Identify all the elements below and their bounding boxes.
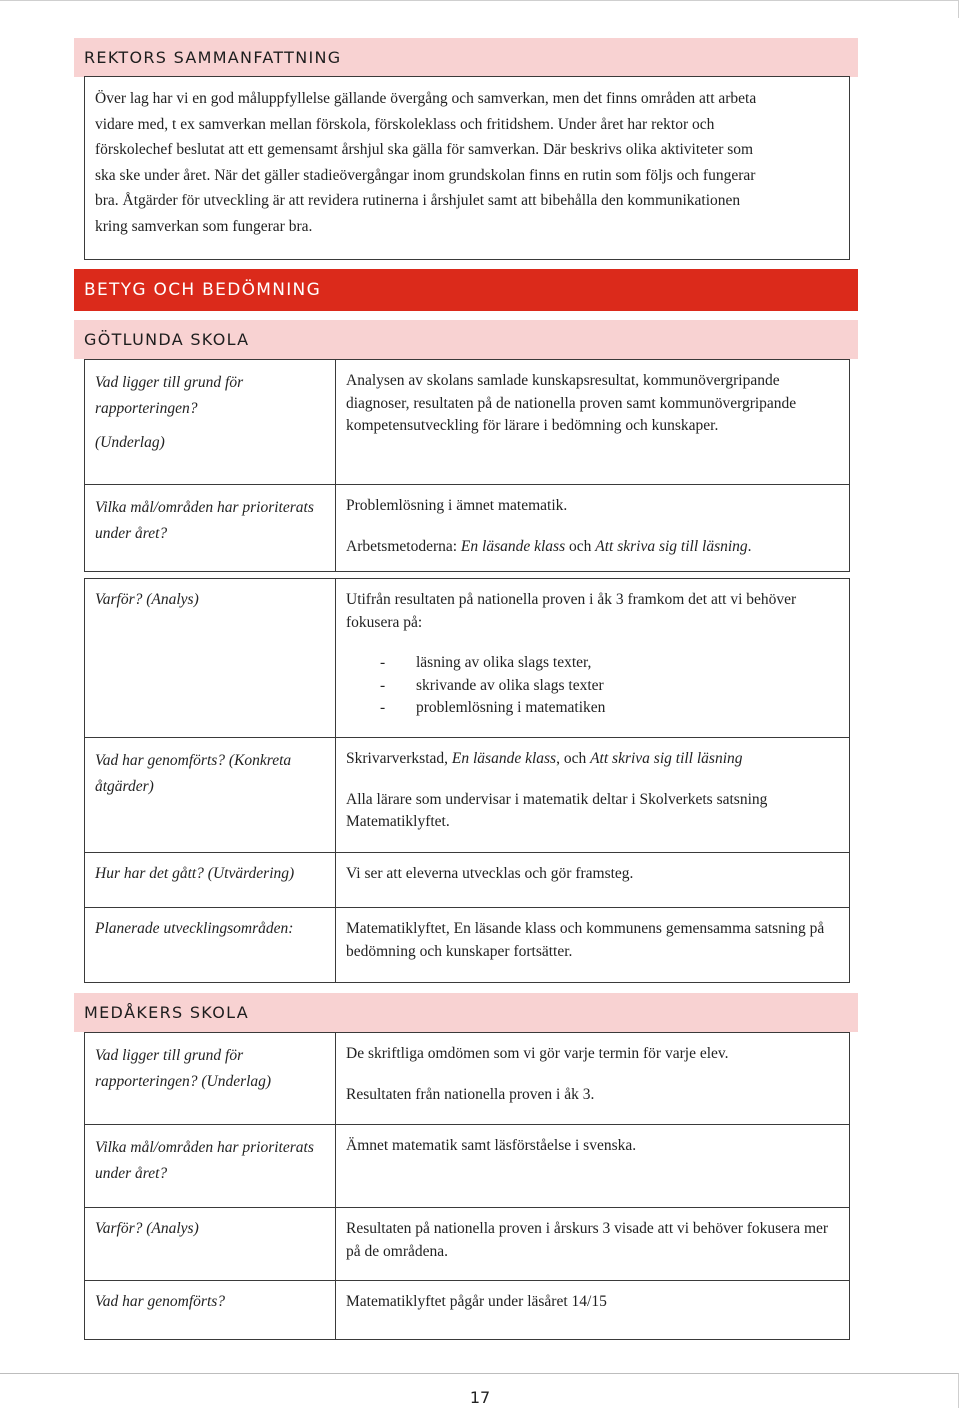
grades-heading: BETYG OCH BEDÖMNING	[84, 280, 322, 300]
grades-heading-band	[74, 269, 858, 311]
value-text: Matematiklyftet pågår under läsåret 14/15	[346, 1293, 607, 1310]
list-item-text: skrivande av olika slags texter	[416, 676, 604, 694]
text-run: .	[747, 537, 752, 555]
medakers-value-basis	[335, 1032, 850, 1125]
medakers-value-actions	[335, 1280, 850, 1340]
page-number: 17	[469, 1388, 491, 1407]
gotlunda-label-actions	[84, 737, 336, 853]
label-line: åtgärder)	[95, 778, 154, 795]
value-text	[346, 748, 839, 771]
label-line: under året?	[95, 1165, 168, 1182]
gotlunda-label-analysis	[84, 578, 336, 738]
gotlunda-value-actions	[335, 737, 850, 853]
dash-marker: -	[380, 654, 386, 671]
label-line: Varför? (Analys)	[95, 591, 199, 608]
label-line: Hur har det gått? (Utvärdering)	[95, 865, 295, 882]
value-text: Ämnet matematik samt läsförståelse i svenska.	[346, 1137, 637, 1154]
summary-heading-band	[74, 38, 858, 77]
medakers-label-actions	[84, 1280, 336, 1340]
gotlunda-heading: GÖTLUNDA SKOLA	[84, 330, 250, 349]
label-line: Vad ligger till grund för	[95, 1047, 244, 1064]
text-run-italic: En läsande klass	[460, 537, 566, 555]
text-run: , och	[556, 750, 591, 767]
value-text: Analysen av skolans samlade kunskapsresultat, kommunövergripande diagnoser, resultaten på de nationella proven samt kommunövergripande kompetensutveckling för lärare i bedömning och kunskaper.	[346, 372, 797, 434]
focus-list	[346, 652, 839, 720]
label-line: rapporteringen?	[95, 400, 198, 417]
summary-line: bra. Åtgärder för utveckling är att revidera rutinerna i årshjulet samt att bibehålla den kommunikationen	[95, 192, 741, 210]
gotlunda-label-evaluation	[84, 852, 336, 908]
gotlunda-value-analysis	[335, 578, 850, 738]
label-line: Vilka mål/områden har prioriterats	[95, 1139, 314, 1156]
gotlunda-label-planned	[84, 907, 336, 983]
page-top-border	[0, 0, 959, 18]
dash-marker: -	[380, 676, 386, 694]
value-text: Matematiklyftet, En läsande klass och kommunens gemensamma satsning på bedömning och kunskaper fortsätter.	[346, 920, 825, 960]
label-line: Planerade utvecklingsområden:	[95, 920, 294, 937]
gotlunda-value-basis	[335, 359, 850, 485]
value-text: Alla lärare som undervisar i matematik deltar i Skolverkets satsning Matematiklyftet.	[346, 790, 768, 830]
gotlunda-value-evaluation	[335, 852, 850, 908]
summary-line: vidare med, t ex samverkan mellan förskola, förskoleklass och fritidshem. Under året har rektor och	[95, 115, 715, 133]
value-text: Utifrån resultaten på nationella proven i åk 3 framkom det att vi behöver fokusera på:	[346, 591, 797, 631]
label-line: Vad har genomförts?	[95, 1293, 226, 1310]
text-run: och	[565, 537, 596, 555]
summary-line: Över lag har vi en god måluppfyllelse gällande övergång och samverkan, men det finns områden att arbeta	[95, 90, 757, 107]
label-line: under året?	[95, 525, 168, 542]
gotlunda-value-priorities	[335, 484, 850, 572]
summary-line: ska ske under året. När det gäller stadieövergångar inom grundskolan finns en rutin som följs och fungerar	[95, 166, 756, 184]
label-line: Vilka mål/områden har prioriterats	[95, 499, 314, 516]
gotlunda-label-basis	[84, 359, 336, 485]
label-line: Varför? (Analys)	[95, 1220, 199, 1237]
label-line: (Underlag)	[95, 434, 165, 451]
value-text: Resultaten på nationella proven i årskurs 3 visade att vi behöver fokusera mer på de områdena.	[346, 1220, 829, 1260]
summary-line: kring samverkan som fungerar bra.	[95, 217, 313, 235]
value-text: Resultaten från nationella proven i åk 3.	[346, 1085, 595, 1103]
medakers-heading-band	[74, 993, 858, 1032]
text-run-italic: Att skriva sig till läsning	[590, 750, 743, 767]
gotlunda-label-priorities	[84, 484, 336, 572]
gotlunda-heading-band	[74, 320, 858, 359]
medakers-label-basis	[84, 1032, 336, 1125]
text-run-italic: En läsande klass	[451, 750, 557, 767]
gotlunda-value-planned	[335, 907, 850, 983]
value-text: De skriftliga omdömen som vi gör varje termin för varje elev.	[346, 1045, 729, 1062]
list-item-text: problemlösning i matematiken	[416, 699, 606, 716]
label-line: Vad har genomförts? (Konkreta	[95, 752, 292, 769]
summary-line: förskolechef beslutat att ett gemensamt årshjul ska gälla för samverkan. Där beskrivs olika aktiviteter som	[95, 141, 754, 159]
summary-text	[95, 86, 840, 240]
label-line: Vad ligger till grund för	[95, 374, 244, 391]
text-run: Skrivarverkstad,	[346, 750, 452, 767]
medakers-value-priorities	[335, 1124, 850, 1208]
text-run: Arbetsmetoderna:	[346, 537, 461, 555]
value-text: Vi ser att eleverna utvecklas och gör framsteg.	[346, 865, 634, 882]
list-item	[380, 675, 839, 698]
value-text	[346, 536, 839, 559]
list-item	[380, 652, 839, 675]
label-line: rapporteringen? (Underlag)	[95, 1073, 272, 1090]
medakers-label-analysis	[84, 1207, 336, 1281]
medakers-value-analysis	[335, 1207, 850, 1281]
summary-heading: REKTORS SAMMANFATTNING	[84, 48, 342, 67]
medakers-heading: MEDÅKERS SKOLA	[84, 1003, 249, 1022]
medakers-label-priorities	[84, 1124, 336, 1208]
value-text: Problemlösning i ämnet matematik.	[346, 497, 568, 514]
dash-marker: -	[380, 699, 386, 716]
text-run-italic: Att skriva sig till läsning	[595, 537, 748, 555]
list-item-text: läsning av olika slags texter,	[416, 654, 592, 671]
list-item	[380, 697, 839, 720]
